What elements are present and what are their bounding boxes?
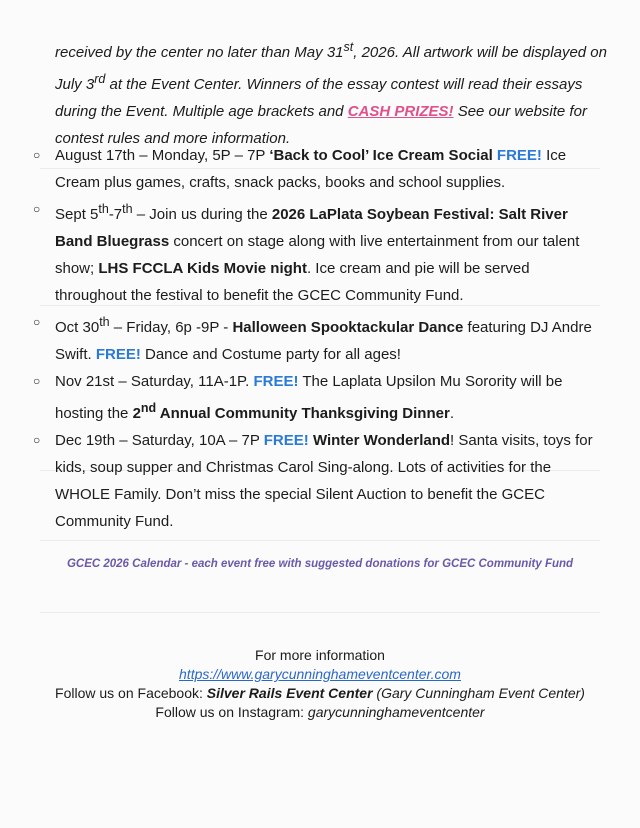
- instagram-line: Follow us on Instagram: garycunninghameventcenter: [155, 704, 485, 720]
- more-info-label: For more information: [255, 647, 385, 663]
- intro-paragraph: received by the center no later than May 31st, 2026. All artwork will be displayed on July 3rd at the Event Center. Winners of the essay contest will read their essays during the Event. Multiple age brackets and CASH PRIZES! See our website for contest rules and more information.: [55, 40, 607, 147]
- free-badge: FREE!: [263, 432, 309, 449]
- calendar-note: GCEC 2026 Calendar - each event free with suggested donations for GCEC Community Fund: [66, 558, 574, 570]
- bullet-icon: ○: [33, 433, 41, 447]
- bullet-icon: ○: [33, 202, 41, 216]
- event-item-august: ○ August 17th – Monday, 5P – 7P ‘Back to Cool’ Ice Cream Social FREE! Ice Cream plus games, crafts, snack packs, books and school supplies.: [0, 142, 605, 196]
- instagram-handle: garycunninghameventcenter: [307, 704, 485, 720]
- bleed-line: [40, 540, 600, 541]
- event-item-october: ○ Oct 30th – Friday, 6p -9P - Halloween Spooktackular Dance featuring DJ Andre Swift. FREE! Dance and Costume party for all ages!: [0, 309, 605, 368]
- footer: [0, 646, 640, 722]
- event-item-september: ○ Sept 5th-7th – Join us during the 2026 LaPlata Soybean Festival: Salt River Band Bluegrass concert on stage along with live entertainment from our talent show; LHS FCCLA Kids Movie night. Ice cream and pie will be served throughout the festival to benefit the GCEC Community Fund.: [0, 196, 605, 309]
- facebook-page-name: Silver Rails Event Center: [206, 685, 373, 701]
- website-link[interactable]: https://www.garycunninghameventcenter.com: [179, 666, 461, 682]
- bullet-icon: ○: [33, 148, 41, 162]
- bullet-icon: ○: [33, 315, 41, 329]
- event-item-november: ○ Nov 21st – Saturday, 11A-1P. FREE! The Laplata Upsilon Mu Sorority will be hosting the 2nd Annual Community Thanksgiving Dinner.: [0, 368, 605, 427]
- bullet-icon: ○: [33, 374, 41, 388]
- cash-prizes-text: CASH PRIZES!: [347, 103, 454, 120]
- free-badge: FREE!: [253, 373, 299, 390]
- bleed-line: [40, 612, 600, 613]
- free-badge: FREE!: [496, 147, 542, 164]
- event-list: [0, 142, 640, 535]
- event-item-december: ○ Dec 19th – Saturday, 10A – 7P FREE! Winter Wonderland! Santa visits, toys for kids, soup supper and Christmas Carol Sing-along. Lots of activities for the WHOLE Family. Don’t miss the special Silent Auction to benefit the GCEC Community Fund.: [0, 427, 605, 535]
- facebook-line: Follow us on Facebook: Silver Rails Event Center (Gary Cunningham Event Center): [55, 685, 585, 701]
- free-badge: FREE!: [95, 346, 141, 363]
